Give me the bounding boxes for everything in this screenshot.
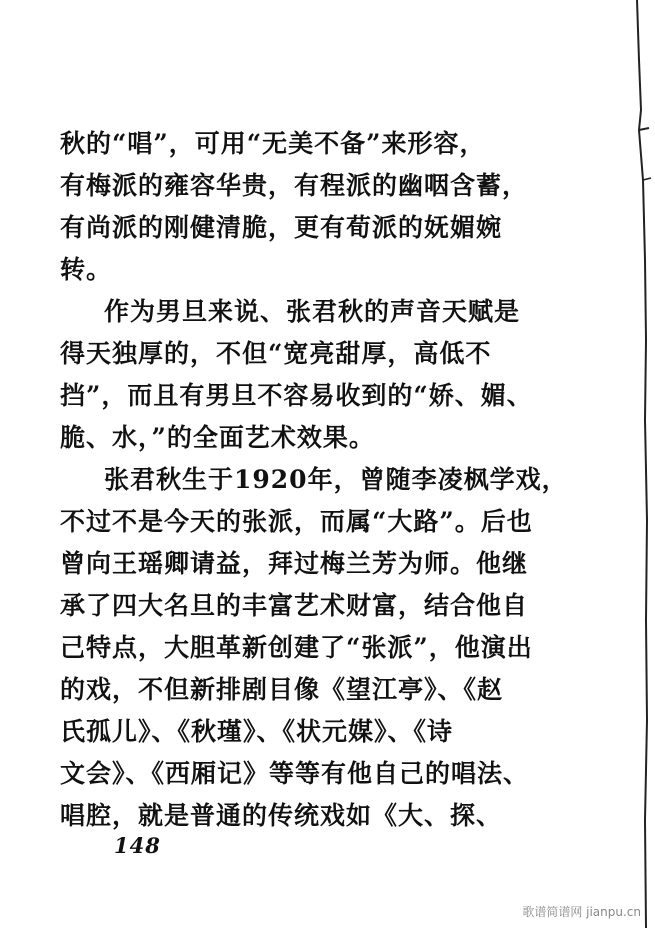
- text-line-7: 挡”，而且有男旦不容易收到的“娇、媚、: [60, 381, 533, 410]
- text-line-16: 文会》、《西厢记》等等有他自己的唱法、: [60, 759, 530, 788]
- text-line-12: 承了四大名旦的丰富艺术财富，结合他自: [60, 591, 529, 620]
- text-line-17: 唱腔，就是普通的传统戏如《大、探、: [60, 801, 503, 830]
- text-line-5: 作为男旦来说、张君秋的声音天赋是: [104, 297, 521, 326]
- page-edge-scan-mark: [615, 0, 655, 928]
- text-line-2: 有梅派的雍容华贵，有程派的幽咽含蓄，: [60, 171, 529, 200]
- text-line-15: 氏孤儿》、《秋瑾》、《状元媒》、《诗: [60, 717, 454, 746]
- text-line-3: 有尚派的刚健清脆，更有荀派的妩媚婉: [60, 213, 503, 242]
- page-number: 148: [114, 833, 161, 858]
- text-line-13: 己特点，大胆革新创建了“张派”，他演出: [60, 633, 533, 662]
- text-line-6: 得天独厚的，不但“宽亮甜厚，高低不: [60, 339, 492, 368]
- text-line-1: 秋的“唱”，可用“无美不备”来形容，: [60, 129, 486, 158]
- text-line-9: 张君秋生于1920年，曾随李凌枫学戏，: [104, 465, 568, 494]
- text-line-10: 不过不是今天的张派，而属“大路”。后也: [60, 507, 533, 536]
- watermark: 歌谱简谱网 jianpu.cn: [522, 905, 641, 919]
- text-line-8: 脆、水，”的全面艺术效果。: [60, 423, 375, 452]
- text-line-4: 转。: [60, 255, 113, 284]
- text-line-11: 曾向王瑶卿请益，拜过梅兰芳为师。他继: [60, 549, 529, 578]
- text-line-14: 的戏，不但新排剧目像《望江亭》、《赵: [60, 675, 504, 704]
